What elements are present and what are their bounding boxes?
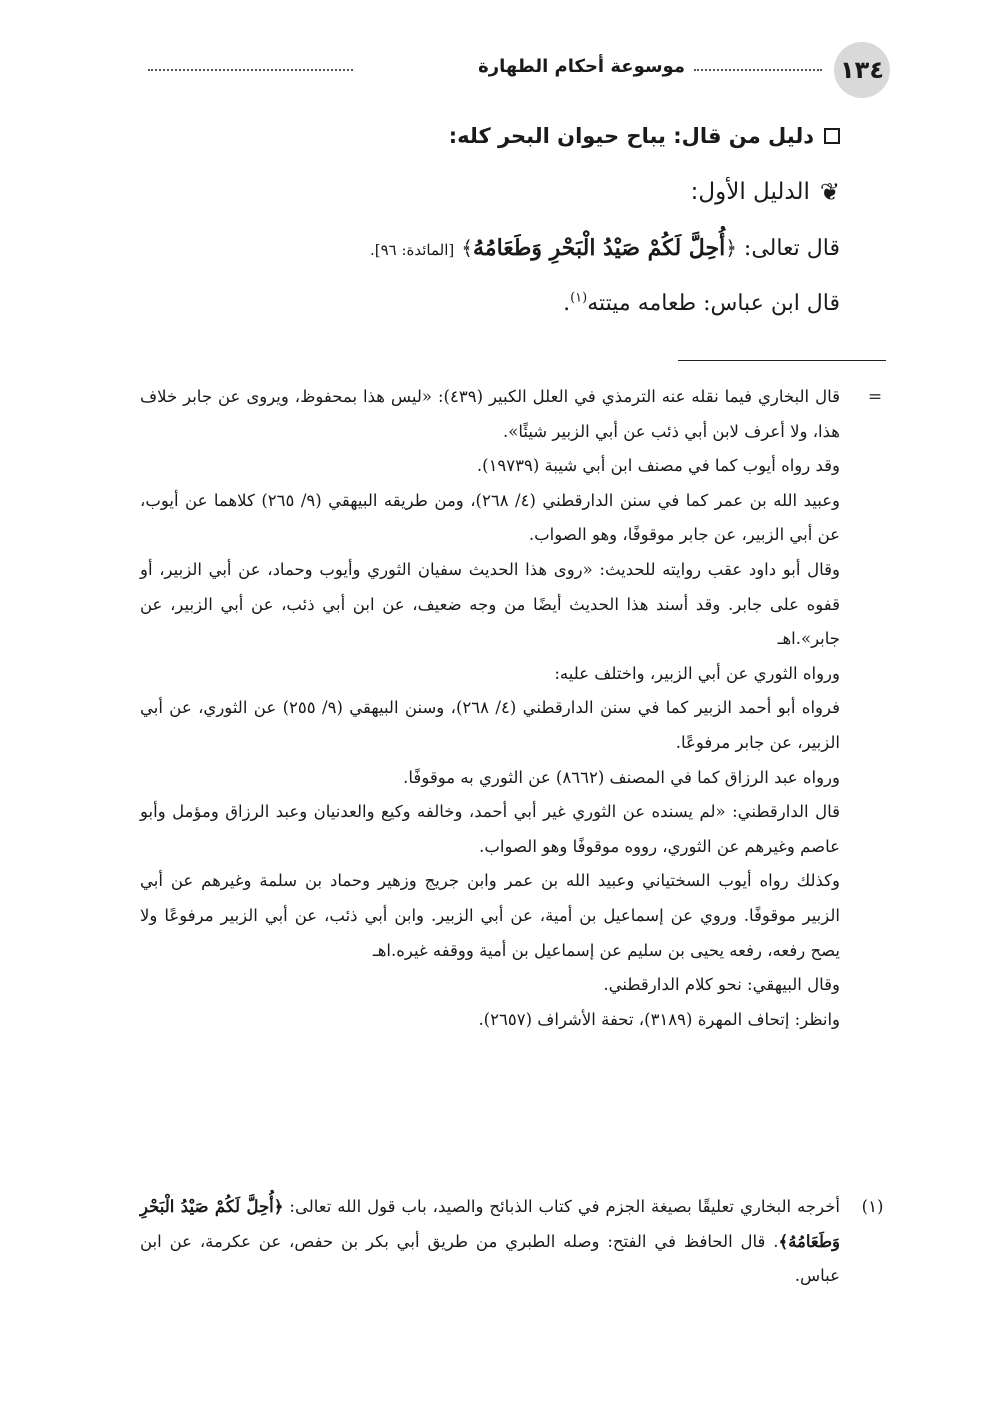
footnote-paragraph: قال البخاري فيما نقله عنه الترمذي في العلل الكبير (٤٣٩): «ليس هذا بمحفوظ، ويروى عن جابر خلاف هذا، ولا أعرف لابن أبي ذئب عن أبي الزبير شيئًا». <box>140 387 840 441</box>
footnote-1-verse: ﴿أُحِلَّ لَكُمْ صَيْدُ الْبَحْرِ وَطَعَامُهُ﴾ <box>140 1197 840 1251</box>
header-dotted-rule-right <box>694 69 822 71</box>
footnote-paragraph: فرواه أبو أحمد الزبير كما في سنن الدارقطني (٤/ ٢٦٨)، وسنن البيهقي (٩/ ٢٥٥) عن الثوري، عن أبي الزبير، عن جابر مرفوعًا. <box>140 698 840 752</box>
footnote-1-marker: (١) <box>861 1197 884 1216</box>
book-title: موسوعة أحكام الطهارة <box>478 56 685 77</box>
quote-line <box>150 276 840 332</box>
sub-heading-text: الدليل الأول: <box>690 179 810 205</box>
page-number: ١٣٤ <box>834 42 890 98</box>
verse-line <box>150 220 840 276</box>
quote-end: . <box>563 291 571 316</box>
footnote-paragraph: وقال البيهقي: نحو كلام الدارقطني. <box>603 975 840 995</box>
main-text <box>150 112 840 332</box>
page-header <box>140 42 890 98</box>
verse-reference: [المائدة: ٩٦]. <box>369 241 455 259</box>
leaf-ornament-icon: ❦ <box>819 178 840 206</box>
verse-open-brace: ﴿ <box>725 236 737 260</box>
verse-intro: قال تعالى: <box>743 236 840 261</box>
footnote-paragraph: ورواه الثوري عن أبي الزبير، واختلف عليه: <box>554 663 840 683</box>
footnote-paragraph: وقال أبو داود عقب روايته للحديث: «روى هذا الحديث سفيان الثوري وأيوب وحماد، عن أبي الزبير، أو قفوه على جابر. وقد أسند هذا الحديث أيضًا من وجه ضعيف، عن ابن أبي ذئب، عن أبي الزبير، عن جابر».اهـ <box>140 559 840 649</box>
footnote-1-text-a: أخرجه البخاري تعليقًا بصيغة الجزم في كتاب الذبائح والصيد، باب قول الله تعالى: <box>289 1197 841 1216</box>
footnote-paragraph: وكذلك رواه أيوب السختياني وعبيد الله بن عمر وابن جريج وزهير وحماد بن سلمة وغيرهم عن أبي الزبير موقوفًا. وروي عن إسماعيل بن أمية، عن أبي الزبير. وابن أبي ذئب، عن أبي الزبير مرفوعًا ولا يصح رفعه، رفعه يحيى بن سليم عن إسماعيل بن أمية ووقفه غيره.اهـ <box>140 871 840 960</box>
square-bullet-icon <box>824 128 840 144</box>
footnote-continuation-mark: = <box>867 387 883 407</box>
sub-heading <box>150 164 840 220</box>
footnote-paragraph: ورواه عبد الرزاق كما في المصنف (٨٦٦٢) عن الثوري به موقوفًا. <box>403 767 840 787</box>
footnote-paragraph: وعبيد الله بن عمر كما في سنن الدارقطني (٤/ ٢٦٨)، ومن طريقه البيهقي (٩/ ٢٦٥) كلاهما عن أيوب، عن أبي الزبير، عن جابر موقوفًا، وهو الصواب. <box>140 490 841 545</box>
verse-close-brace: ﴾ <box>461 236 473 260</box>
footnote-paragraph: قال الدارقطني: «لم يسنده عن الثوري غير أبي أحمد، وخالفه وكيع والعدنيان وعبد الرزاق ومؤمل وأبو عاصم وغيرهم عن الثوري، رووه موقوفًا وهو الصواب. <box>140 802 840 856</box>
ibn-abbas-quote: قال ابن عباس: طعامه ميتته <box>587 291 840 316</box>
footnote-ref-1[interactable]: (١) <box>570 290 588 306</box>
section-heading <box>150 112 840 160</box>
footnote-paragraph: وانظر: إتحاف المهرة (٣١٨٩)، تحفة الأشراف (٢٦٥٧). <box>478 1009 840 1029</box>
header-dotted-rule-left <box>148 69 353 71</box>
footnote-paragraph: وقد رواه أيوب كما في مصنف ابن أبي شيبة (١٩٧٣٩). <box>476 456 840 476</box>
section-heading-text: دليل من قال: يباح حيوان البحر كله: <box>448 124 814 148</box>
footnote-separator <box>678 360 886 361</box>
footnote-1-text-b: . قال الحافظ في الفتح: وصله الطبري من طريق أبي بكر بن حفص، عن عكرمة، عن ابن عباس. <box>140 1231 840 1286</box>
footnote-1 <box>140 1190 840 1294</box>
footnotes-continued <box>140 380 840 1037</box>
quran-verse: أُحِلَّ لَكُمْ صَيْدُ الْبَحْرِ وَطَعَامُهُ <box>472 235 726 261</box>
